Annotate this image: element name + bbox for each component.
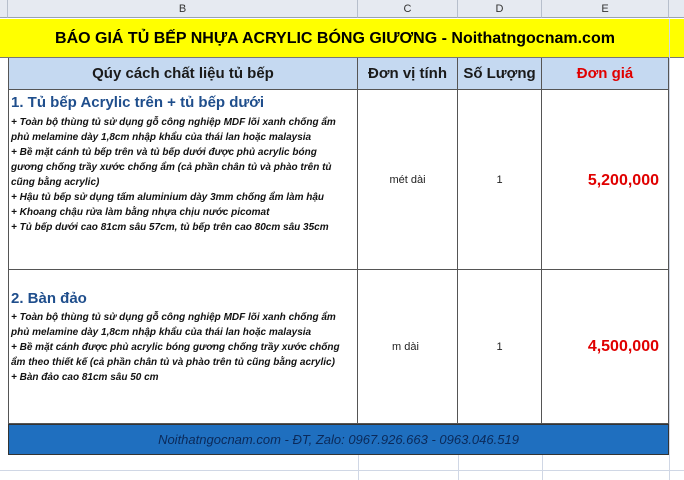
- header-unit-cell[interactable]: [358, 58, 458, 90]
- row1-line: + Khoang chậu rửa làm bằng nhựa chịu nước picomat: [11, 207, 270, 218]
- header-price-cell[interactable]: [542, 58, 669, 90]
- row1-line: + Hậu tủ bếp sử dụng tấm aluminium dày 3mm chống ẩm làm hậu: [11, 192, 325, 203]
- row2-unit: m dài: [392, 341, 419, 353]
- column-header-c[interactable]: [358, 0, 458, 18]
- row2-description: [11, 310, 340, 385]
- row1-qty-cell[interactable]: [458, 90, 542, 270]
- row2-line: + Bàn đảo cao 81cm sâu 50 cm: [11, 372, 159, 383]
- column-header-e[interactable]: [542, 0, 669, 18]
- row1-spec-cell[interactable]: [8, 90, 358, 270]
- row2-price-cell[interactable]: [542, 270, 669, 424]
- row1-qty: 1: [496, 174, 503, 186]
- column-letter: C: [403, 2, 412, 15]
- row-header-corner: [0, 0, 8, 18]
- column-letter: B: [178, 2, 187, 15]
- footer-contact: Noithatngocnam.com - ĐT, Zalo: 0967.926.663 - 0963.046.519: [158, 432, 519, 447]
- column-header-d[interactable]: [458, 0, 542, 18]
- gridline: [669, 19, 670, 480]
- row1-price-cell[interactable]: [542, 90, 669, 270]
- row1-price: 5,200,000: [587, 172, 659, 189]
- header-price: Đơn giá: [576, 65, 634, 82]
- header-spec-cell[interactable]: [8, 58, 358, 90]
- row2-line: + Toàn bộ thùng tủ sử dụng gỗ công nghiệp MDF lõi xanh chống ẩm: [11, 312, 336, 323]
- row1-unit-cell[interactable]: [358, 90, 458, 270]
- header-qty: Số Lượng: [463, 65, 536, 82]
- column-letter: D: [495, 2, 504, 15]
- gridline: [542, 455, 543, 480]
- row1-title: 1. Tủ bếp Acrylic trên + tủ bếp dưới: [11, 94, 265, 111]
- row2-price: 4,500,000: [587, 338, 659, 355]
- gridline: [0, 470, 684, 471]
- row2-qty-cell[interactable]: [458, 270, 542, 424]
- row2-line: + Bề mặt cánh được phủ acrylic bóng gương chống trầy xước chống: [11, 342, 340, 353]
- row2-spec-cell[interactable]: [8, 270, 358, 424]
- column-letter: E: [601, 2, 609, 15]
- row1-line: + Tủ bếp dưới cao 81cm sâu 57cm, tủ bếp trên cao 80cm sâu 35cm: [11, 222, 329, 233]
- row2-line: phủ melamine dày 1,8cm nhập khẩu của thái lan hoặc malaysia: [11, 327, 312, 338]
- row1-line: + Bề mặt cánh tủ bếp trên và tủ bếp dưới được phủ acrylic bóng: [11, 147, 317, 158]
- row1-description: [11, 115, 336, 235]
- row2-line: ẩm theo thiết kế (cả phần chân tủ và phào trên tủ cũng bằng acrylic): [11, 357, 335, 368]
- header-unit: Đơn vị tính: [368, 65, 447, 82]
- column-header-b[interactable]: [8, 0, 358, 18]
- row1-line: + Toàn bộ thùng tủ sử dụng gỗ công nghiệp MDF lõi xanh chống ẩm: [11, 117, 336, 128]
- gridline: [358, 455, 359, 480]
- row2-unit-cell[interactable]: [358, 270, 458, 424]
- row2-qty: 1: [496, 341, 503, 353]
- row1-unit: mét dài: [389, 174, 426, 186]
- row2-title: 2. Bàn đảo: [11, 290, 87, 307]
- gridline: [458, 455, 459, 480]
- column-header-rest: [669, 0, 684, 18]
- header-qty-cell[interactable]: [458, 58, 542, 90]
- row1-line: phủ melamine dày 1,8cm nhập khẩu của thái lan hoặc malaysia: [11, 132, 312, 143]
- sheet-title: BÁO GIÁ TỦ BẾP NHỰA ACRYLIC BÓNG GIƯƠNG - Noithatngocnam.com: [55, 30, 615, 47]
- row1-line: gương chống trầy xước chống ẩm (cả phần chân tủ và phào trên tủ: [11, 162, 332, 173]
- row1-line: cũng bằng acrylic): [11, 177, 100, 188]
- header-spec: Qúy cách chất liệu tủ bếp: [92, 65, 274, 82]
